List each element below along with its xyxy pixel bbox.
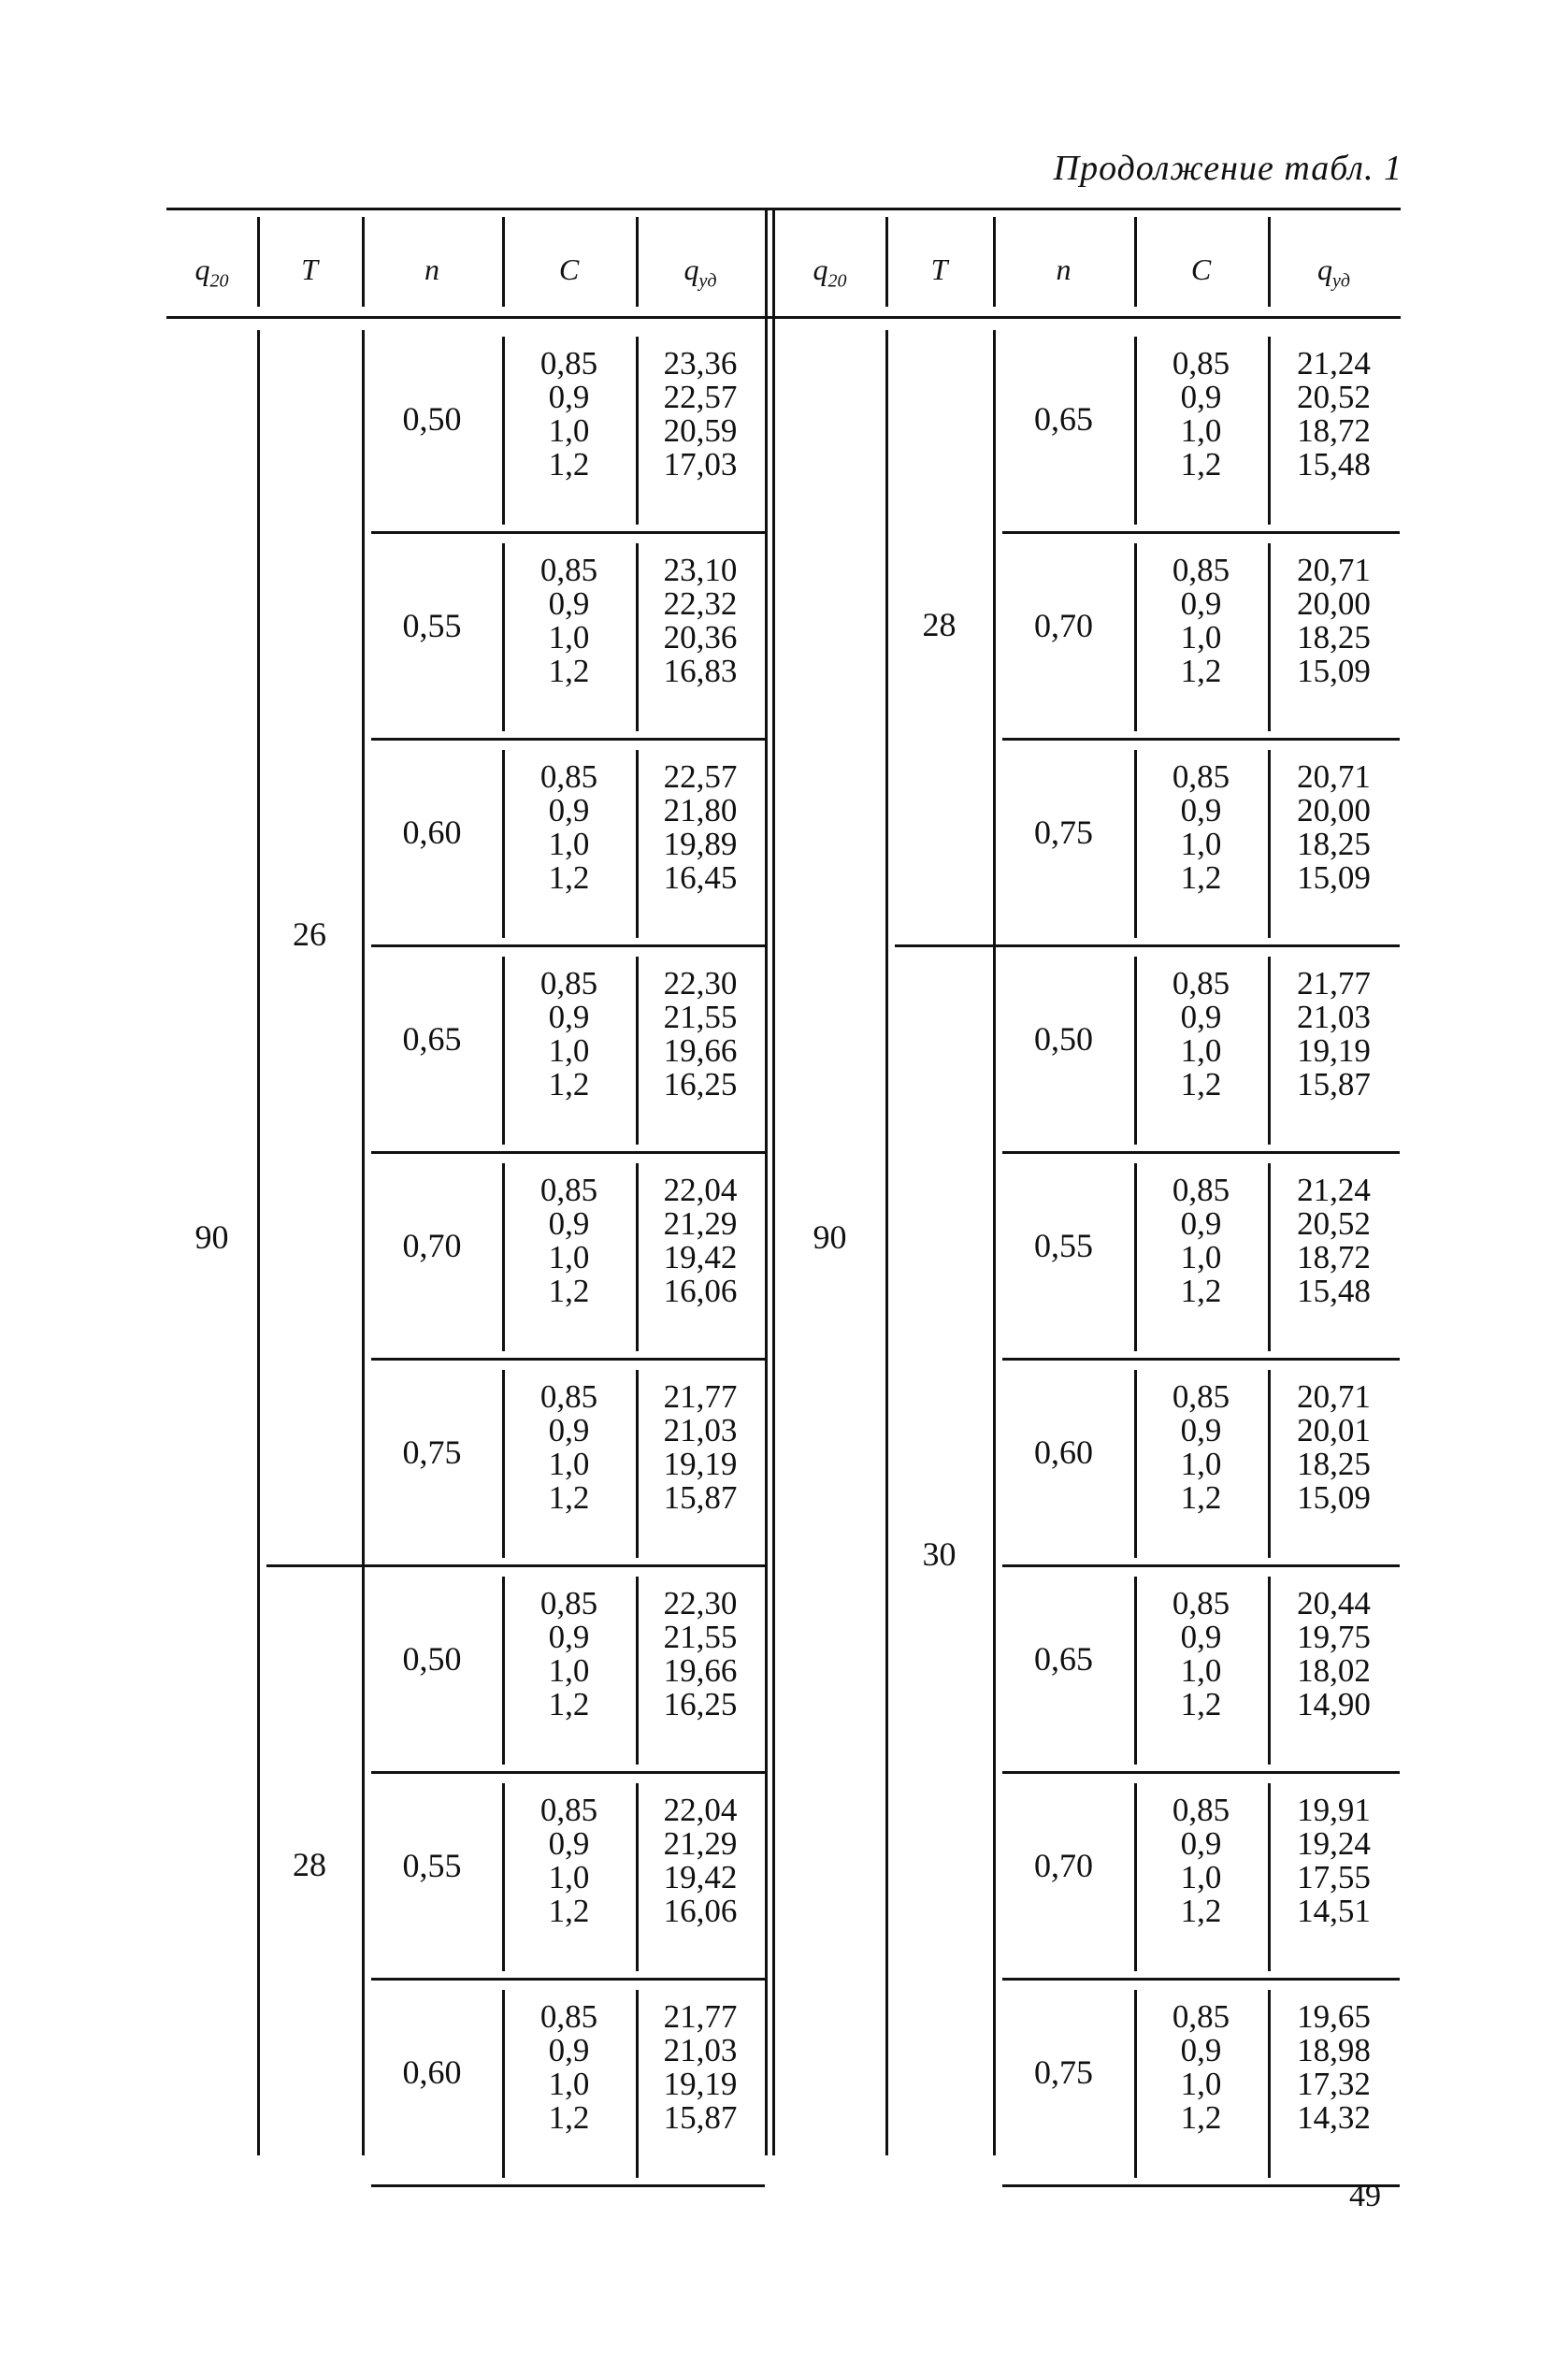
right-q-values-value: 20,52	[1297, 379, 1371, 415]
right-C-values	[1134, 1174, 1268, 1308]
left-C-values-value: 0,85	[539, 1378, 598, 1415]
left-n-value: 0,50	[402, 1640, 462, 1678]
left-q-values	[636, 1587, 765, 1722]
right-n-value: 0,75	[1034, 2053, 1093, 2091]
right-group-rule	[895, 944, 1400, 947]
right-n-value: 0,55	[1034, 1227, 1093, 1264]
left-q-values-value: 21,03	[663, 2032, 738, 2068]
left-q-values	[636, 2000, 765, 2135]
right-q-values	[1268, 1587, 1400, 1722]
right-header-T: T	[930, 252, 948, 286]
right-C-values-value: 0,85	[1172, 1172, 1230, 1208]
right-n-value: 0,70	[1034, 607, 1093, 644]
left-q-values-value: 16,06	[663, 1273, 738, 1309]
right-C-values-value: 0,9	[1180, 379, 1222, 415]
right-C-values	[1134, 2000, 1268, 2135]
left-q-values	[636, 1380, 765, 1515]
right-q-values-value: 14,51	[1297, 1893, 1371, 1929]
right-C-values-value: 1,0	[1180, 1446, 1222, 1482]
left-q-values-value: 21,55	[663, 1619, 738, 1655]
left-q-values-value: 16,83	[663, 653, 738, 689]
right-q-values-value: 20,44	[1297, 1585, 1371, 1621]
right-C-values	[1134, 760, 1268, 895]
left-C-values-value: 0,9	[548, 1412, 590, 1448]
right-C-values-value: 1,2	[1180, 1273, 1222, 1309]
left-group-rule	[266, 1564, 765, 1567]
right-C-values-value: 0,9	[1180, 2032, 1222, 2068]
left-C-values-value: 0,85	[539, 965, 598, 1001]
right-C-values	[1134, 554, 1268, 688]
right-q20-value: 90	[813, 1218, 847, 1256]
right-C-values-value: 1,0	[1180, 619, 1222, 656]
right-C-values-value: 0,85	[1172, 965, 1230, 1001]
left-C-values-value: 1,2	[548, 653, 590, 689]
left-header-n: n	[424, 252, 439, 286]
right-q-values-value: 19,65	[1297, 1998, 1371, 2035]
right-q-values-value: 18,25	[1297, 619, 1371, 656]
left-n-value: 0,70	[402, 1227, 462, 1264]
left-q-values-value: 22,30	[663, 965, 738, 1001]
left-C-values-value: 0,85	[539, 1998, 598, 2035]
right-q-values-value: 20,52	[1297, 1205, 1371, 1242]
left-C-values	[502, 1174, 636, 1308]
right-n-value: 0,65	[1034, 400, 1093, 438]
left-n-value: 0,60	[402, 2053, 462, 2091]
left-C-values-value: 0,9	[548, 1619, 590, 1655]
left-C-values-value: 0,85	[539, 1585, 598, 1621]
right-q-values-value: 18,25	[1297, 1446, 1371, 1482]
left-C-values-value: 0,85	[539, 552, 598, 588]
left-C-values-value: 0,85	[539, 1792, 598, 1828]
left-C-values-value: 1,2	[548, 859, 590, 896]
left-C-values	[502, 760, 636, 895]
left-C-values-value: 1,0	[548, 1652, 590, 1689]
left-header-C: C	[558, 252, 580, 286]
right-n-value: 0,65	[1034, 1640, 1093, 1678]
left-C-values-value: 1,2	[548, 1479, 590, 1516]
left-C-values	[502, 1587, 636, 1722]
left-C-values-value: 0,9	[548, 999, 590, 1035]
left-C-values-value: 1,0	[548, 619, 590, 656]
left-n-value: 0,55	[402, 1847, 462, 1884]
left-q-values-value: 23,10	[663, 552, 738, 588]
right-q-values	[1268, 1794, 1400, 1928]
left-C-values	[502, 554, 636, 688]
right-C-values-value: 0,85	[1172, 345, 1230, 382]
page-number: 49	[1349, 2179, 1381, 2213]
left-C-values-value: 1,0	[548, 2066, 590, 2102]
left-q-values-value: 22,32	[663, 585, 738, 622]
left-q-values-value: 16,25	[663, 1066, 738, 1102]
left-q-values	[636, 760, 765, 895]
left-q-values-value: 21,80	[663, 792, 738, 828]
left-row-rule	[371, 1771, 765, 1774]
left-q-values-value: 21,77	[663, 1378, 738, 1415]
left-C-values-value: 1,2	[548, 1686, 590, 1722]
left-row-rule	[371, 2184, 765, 2187]
right-row-rule	[1002, 531, 1400, 534]
left-q-values	[636, 1174, 765, 1308]
right-q-values-value: 17,55	[1297, 1859, 1371, 1895]
right-q-values-value: 14,32	[1297, 2099, 1371, 2136]
right-q-values-value: 21,03	[1297, 999, 1371, 1035]
right-row-rule	[1002, 738, 1400, 741]
left-C-values-value: 0,9	[548, 1825, 590, 1862]
right-header-n: n	[1056, 252, 1072, 286]
right-q-values-value: 15,09	[1297, 859, 1371, 896]
left-C-values-value: 1,2	[548, 1273, 590, 1309]
left-C-values-value: 1,0	[548, 1859, 590, 1895]
left-q-values	[636, 1794, 765, 1928]
left-q-values	[636, 554, 765, 688]
right-q-values	[1268, 967, 1400, 1102]
right-C-values-value: 1,2	[1180, 859, 1222, 896]
right-q-values-value: 19,91	[1297, 1792, 1371, 1828]
left-q-values-value: 15,87	[663, 2099, 738, 2136]
right-C-values-value: 1,2	[1180, 1066, 1222, 1102]
left-C-values	[502, 2000, 636, 2135]
right-q-values-value: 21,24	[1297, 1172, 1371, 1208]
right-q-values-value: 21,77	[1297, 965, 1371, 1001]
right-C-values-value: 0,85	[1172, 758, 1230, 795]
left-C-values-value: 0,9	[548, 585, 590, 622]
right-C-values	[1134, 1794, 1268, 1928]
left-q-values-value: 23,36	[663, 345, 738, 382]
right-q-values-value: 18,98	[1297, 2032, 1371, 2068]
right-C-values-value: 0,9	[1180, 585, 1222, 622]
right-T-value: 30	[922, 1535, 957, 1573]
right-C-values-value: 0,85	[1172, 1792, 1230, 1828]
right-C-values-value: 0,9	[1180, 792, 1222, 828]
left-header-qud: $q_{уд}$	[683, 252, 717, 292]
left-q-values-value: 19,19	[663, 2066, 738, 2102]
left-T-value: 28	[293, 1845, 326, 1883]
right-C-values-value: 1,0	[1180, 1032, 1222, 1069]
right-row-rule	[1002, 1151, 1400, 1154]
left-q-values-value: 19,89	[663, 826, 738, 862]
right-q-values	[1268, 760, 1400, 895]
right-q-values-value: 15,87	[1297, 1066, 1371, 1102]
left-n-value: 0,65	[402, 1020, 462, 1058]
left-row-rule	[371, 1151, 765, 1154]
left-n-value: 0,55	[402, 607, 462, 644]
left-q-values-value: 17,03	[663, 446, 738, 483]
table-top-rule	[166, 208, 1401, 210]
right-row-rule	[1002, 1358, 1400, 1361]
right-q-values-value: 18,72	[1297, 1239, 1371, 1275]
left-row-rule	[371, 1358, 765, 1361]
left-q-values-value: 21,03	[663, 1412, 738, 1448]
right-C-values-value: 0,85	[1172, 1585, 1230, 1621]
header-bottom-rule	[166, 316, 1401, 319]
left-C-values-value: 1,0	[548, 1032, 590, 1069]
left-C-values-value: 0,9	[548, 792, 590, 828]
right-q-values-value: 20,00	[1297, 585, 1371, 622]
right-C-values-value: 1,2	[1180, 1479, 1222, 1516]
right-q-values-value: 15,09	[1297, 653, 1371, 689]
right-n-value: 0,75	[1034, 814, 1093, 851]
left-C-values-value: 1,0	[548, 1446, 590, 1482]
left-q-values-value: 15,87	[663, 1479, 738, 1516]
left-row-rule	[371, 738, 765, 741]
right-q-values	[1268, 347, 1400, 482]
left-q-values-value: 16,45	[663, 859, 738, 896]
right-C-values-value: 1,2	[1180, 2099, 1222, 2136]
right-q-values-value: 18,72	[1297, 412, 1371, 449]
left-q-values-value: 16,06	[663, 1893, 738, 1929]
left-C-values-value: 1,2	[548, 2099, 590, 2136]
right-C-values-value: 1,0	[1180, 412, 1222, 449]
left-n-value: 0,75	[402, 1434, 462, 1471]
right-C-values-value: 1,2	[1180, 653, 1222, 689]
left-q-values-value: 22,30	[663, 1585, 738, 1621]
center-divider-left	[765, 208, 768, 2155]
right-C-values-value: 0,9	[1180, 1412, 1222, 1448]
left-q-values-value: 19,42	[663, 1239, 738, 1275]
right-header-C: C	[1190, 252, 1212, 286]
left-row-rule	[371, 944, 765, 947]
right-q-values-value: 21,24	[1297, 345, 1371, 382]
left-C-values-value: 0,9	[548, 1205, 590, 1242]
right-header-qud: $q_{уд}$	[1317, 252, 1350, 292]
right-C-values-value: 0,9	[1180, 999, 1222, 1035]
table-caption: Продолжение табл. 1	[1053, 149, 1403, 188]
right-C-values-value: 1,0	[1180, 1859, 1222, 1895]
right-q-values-value: 15,48	[1297, 1273, 1371, 1309]
left-C-values	[502, 1380, 636, 1515]
right-q-values-value: 15,48	[1297, 446, 1371, 483]
right-T-value: 28	[922, 605, 957, 643]
left-C-values	[502, 967, 636, 1102]
left-C-values-value: 0,9	[548, 2032, 590, 2068]
left-C-values-value: 0,85	[539, 345, 598, 382]
left-n-value: 0,60	[402, 814, 462, 851]
left-C-values	[502, 1794, 636, 1928]
left-C-values	[502, 347, 636, 482]
left-q-values-value: 22,04	[663, 1172, 738, 1208]
right-C-values-value: 0,85	[1172, 552, 1230, 588]
left-header-T: T	[301, 252, 318, 286]
left-q-values-value: 22,57	[663, 379, 738, 415]
left-C-values-value: 1,0	[548, 412, 590, 449]
right-q-values-value: 20,71	[1297, 758, 1371, 795]
left-q-values-value: 21,77	[663, 1998, 738, 2035]
right-header-q20: $q_{20}$	[813, 252, 847, 292]
right-q-values-value: 19,75	[1297, 1619, 1371, 1655]
right-row-rule	[1002, 1978, 1400, 1981]
left-n-value: 0,50	[402, 400, 462, 438]
right-row-rule	[1002, 2184, 1400, 2187]
right-q-values-value: 20,71	[1297, 1378, 1371, 1415]
right-q-values	[1268, 1174, 1400, 1308]
right-q-values-value: 18,02	[1297, 1652, 1371, 1689]
left-C-values-value: 1,2	[548, 1893, 590, 1929]
right-q-values-value: 20,01	[1297, 1412, 1371, 1448]
center-divider-right	[772, 208, 775, 2155]
left-C-values-value: 0,85	[539, 758, 598, 795]
right-q-values-value: 20,71	[1297, 552, 1371, 588]
left-q-values-value: 20,36	[663, 619, 738, 656]
right-C-values-value: 1,0	[1180, 1239, 1222, 1275]
left-q-values-value: 19,66	[663, 1032, 738, 1069]
right-C-values-value: 1,2	[1180, 1893, 1222, 1929]
left-q-values-value: 20,59	[663, 412, 738, 449]
right-C-values	[1134, 1380, 1268, 1515]
left-row-rule	[371, 531, 765, 534]
left-C-values-value: 0,85	[539, 1172, 598, 1208]
left-q-values-value: 22,57	[663, 758, 738, 795]
left-q-values-value: 22,04	[663, 1792, 738, 1828]
right-q-values	[1268, 2000, 1400, 2135]
right-q-values-value: 15,09	[1297, 1479, 1371, 1516]
left-C-values-value: 1,2	[548, 1066, 590, 1102]
right-n-value: 0,70	[1034, 1847, 1093, 1884]
left-row-rule	[371, 1978, 765, 1981]
left-q-values-value: 16,25	[663, 1686, 738, 1722]
right-C-values	[1134, 347, 1268, 482]
right-C-values	[1134, 1587, 1268, 1722]
right-q-values	[1268, 554, 1400, 688]
left-q-values-value: 21,55	[663, 999, 738, 1035]
right-n-value: 0,60	[1034, 1434, 1093, 1471]
right-q-values-value: 14,90	[1297, 1686, 1371, 1722]
right-C-values-value: 0,85	[1172, 1998, 1230, 2035]
right-q-values-value: 19,19	[1297, 1032, 1371, 1069]
right-row-rule	[1002, 1771, 1400, 1774]
right-C-values-value: 1,0	[1180, 826, 1222, 862]
right-q-values-value: 18,25	[1297, 826, 1371, 862]
right-n-value: 0,50	[1034, 1020, 1093, 1058]
right-q-values-value: 19,24	[1297, 1825, 1371, 1862]
right-C-values	[1134, 967, 1268, 1102]
left-q-values-value: 21,29	[663, 1825, 738, 1862]
left-q20-value: 90	[194, 1218, 229, 1256]
right-q-values-value: 20,00	[1297, 792, 1371, 828]
left-q-values-value: 19,66	[663, 1652, 738, 1689]
left-C-values-value: 1,0	[548, 1239, 590, 1275]
right-C-values-value: 1,2	[1180, 1686, 1222, 1722]
right-C-values-value: 1,0	[1180, 2066, 1222, 2102]
right-C-values-value: 0,9	[1180, 1619, 1222, 1655]
right-C-values-value: 0,9	[1180, 1205, 1222, 1242]
right-C-values-value: 1,2	[1180, 446, 1222, 483]
left-q-values-value: 19,19	[663, 1446, 738, 1482]
left-q-values	[636, 347, 765, 482]
right-q-values-value: 17,32	[1297, 2066, 1371, 2102]
left-q-values-value: 19,42	[663, 1859, 738, 1895]
left-C-values-value: 1,2	[548, 446, 590, 483]
right-C-values-value: 1,0	[1180, 1652, 1222, 1689]
left-C-values-value: 0,9	[548, 379, 590, 415]
right-C-values-value: 0,9	[1180, 1825, 1222, 1862]
left-q-values-value: 21,29	[663, 1205, 738, 1242]
left-q-values	[636, 967, 765, 1102]
left-T-value: 26	[293, 915, 326, 953]
left-header-q20: $q_{20}$	[194, 252, 229, 292]
right-row-rule	[1002, 1564, 1400, 1567]
left-C-values-value: 1,0	[548, 826, 590, 862]
right-C-values-value: 0,85	[1172, 1378, 1230, 1415]
right-q-values	[1268, 1380, 1400, 1515]
